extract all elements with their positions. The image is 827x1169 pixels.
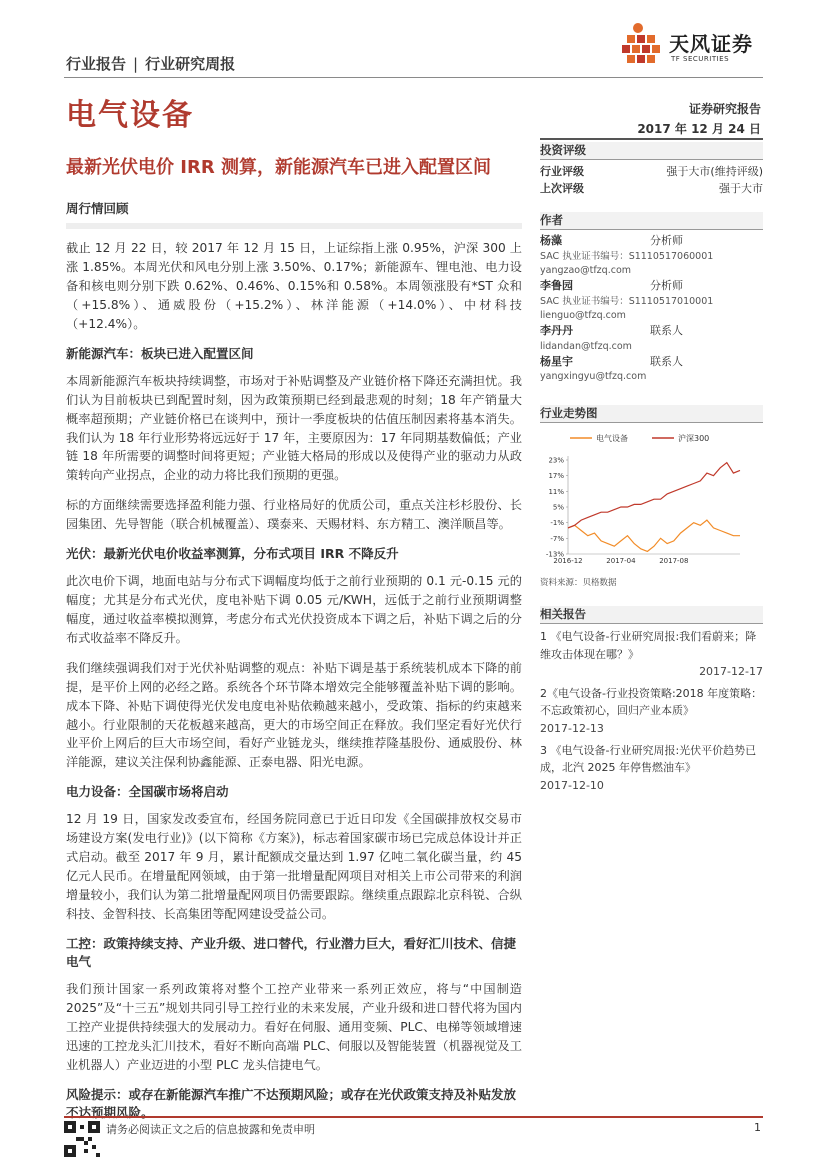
- author-name: 李鲁园: [540, 279, 573, 292]
- y-tick-label: 11%: [548, 487, 564, 496]
- author-role: 联系人: [650, 354, 683, 368]
- paragraph: 本周新能源汽车板块持续调整，市场对于补贴调整及产业链价格下降还充满担忧。我们认为目前板块已到配置时刻，因为政策预期已经到最悲观的时刻；18 年产销量大概率超预期；产业链价格已在谈判中，预计一季度板块的估值压制因素将基本消失。我们认为 18 年行业形势将远远好于 17 年，主要原因为：17 年同期基数偏低；产业链 18 年所需要的调整时间将更短；产业链大格局的形成以及使得产业的驱动力从政策转向产业拐点，企业的动力将比我们预期的更强。: [66, 373, 522, 483]
- related-report-text: 3 《电气设备-行业研究周报:光伏平价趋势已成，北汽 2025 年停售燃油车》: [540, 743, 757, 775]
- report-title: 最新光伏电价 IRR 测算，新能源汽车已进入配置区间: [66, 157, 491, 178]
- main-content: [66, 200, 522, 1131]
- section-weekly-review: [66, 200, 522, 334]
- related-report-date: 2017-12-17: [699, 665, 763, 679]
- rating-value: 强于大市: [719, 182, 763, 196]
- qr-code-icon: [64, 1121, 100, 1157]
- series-line: [568, 520, 740, 551]
- author-email[interactable]: yangzao@tfzq.com: [540, 264, 632, 276]
- chart-section-title: 行业走势图: [540, 405, 763, 423]
- author-entry: [540, 323, 763, 354]
- related-title: 相关报告: [540, 606, 763, 624]
- footer-divider: [64, 1116, 763, 1118]
- industry-trend-chart: [540, 420, 763, 580]
- legend-label: 电气设备: [596, 434, 628, 443]
- x-tick-label: 2016-12: [553, 557, 583, 565]
- y-tick-label: -13%: [545, 550, 564, 559]
- paragraph: 我们继续强调我们对于光伏补贴调整的观点：补贴下调是基于系统装机成本下降的前提，是平价上网的必经之路。系统各个环节降本增效完全能够覆盖补贴下调的影响。成本下降、补贴下调使得光伏发电度电补贴依赖越来越小，受政策、指标的约束越来越小。行业限制的天花板越来越高，更大的市场空间正在释放。我们坚定看好光伏行业平价上网后的巨大市场空间，看好产业链龙头，继续推荐隆基股份、通威股份、林洋能源，建议关注保利协鑫能源、正泰电器、阳光电源。: [66, 660, 522, 770]
- paragraph: 标的方面继续需要选择盈利能力强、行业格局好的优质公司，重点关注杉杉股份、长园集团、先导智能（联合机械覆盖）、璞泰来、天赐材料、东方精工、澳洋顺昌等。: [66, 498, 522, 532]
- paragraph: 截止 12 月 22 日，较 2017 年 12 月 15 日，上证综指上涨 0.95%，沪深 300 上涨 1.85%。本周光伏和风电分别上涨 3.50%、0.17%；新能源车、锂电池、电力设备和核电则分别下跌 0.62%、0.46%、0.15%和 0.58%。本周领涨股有*ST 众和（+15.8%）、通威股份（+15.2%）、林洋能源（+14.0%）、中材科技（+12.4%）。: [66, 241, 522, 331]
- section-power-equipment: [66, 783, 522, 924]
- author-email[interactable]: lidandan@tfzq.com: [540, 340, 632, 352]
- section-nev: [66, 345, 522, 534]
- risk-warning: 风险提示：或存在新能源汽车推广不达预期风险；或存在光伏政策支持及补贴发放不达预期风险。: [66, 1086, 517, 1120]
- rating-value: 强于大市(维持评级): [666, 165, 763, 178]
- author-role: 联系人: [650, 324, 683, 337]
- related-report-date: 2017-12-10: [540, 778, 604, 792]
- series-line: [568, 463, 740, 528]
- y-tick-label: 23%: [548, 456, 564, 465]
- sector-title: 电气设备: [66, 98, 194, 133]
- page-number: 1: [754, 1121, 761, 1134]
- x-tick-label: 2017-04: [606, 557, 636, 565]
- paragraph: 此次电价下调，地面电站与分布式下调幅度均低于之前行业预期的 0.1 元-0.15 元的幅度；尤其是分布式光伏，度电补贴下调 0.05 元/KWH，远低于之前行业预期调整幅度，通过收益率模拟测算，考虑分布式光伏投资成本下调之后，补贴下调之后的分布式收益率不降反升。: [66, 574, 522, 645]
- header-separator: |: [133, 55, 139, 73]
- related-report-item[interactable]: [540, 685, 763, 738]
- author-name: 杨藻: [540, 234, 562, 247]
- author-role: 分析师: [650, 279, 683, 292]
- report-date: 2017 年 12 月 24 日: [637, 122, 761, 136]
- y-tick-label: -1%: [550, 519, 564, 528]
- author-email[interactable]: lienguo@tfzq.com: [540, 309, 626, 321]
- related-report-text: 2《电气设备-行业投资策略:2018 年度策略：不忘政策初心，回归产业本质》: [540, 686, 763, 718]
- author-entry: [540, 354, 763, 385]
- y-tick-label: -7%: [550, 534, 564, 543]
- authors-panel: [540, 212, 763, 385]
- date-divider: [540, 138, 763, 140]
- chart-source: 资料来源：贝格数据: [540, 578, 617, 588]
- section-heading: 光伏：最新光伏电价收益率测算，分布式项目 IRR 不降反升: [66, 546, 399, 562]
- rating-key: 上次评级: [540, 182, 584, 196]
- author-entry: [540, 278, 763, 323]
- rating-panel: [540, 142, 763, 197]
- heading-band: [66, 223, 522, 229]
- related-report-text: 1 《电气设备-行业研究周报:我们看蔚来；降维攻击体现在哪？》: [540, 630, 757, 661]
- rating-row: [540, 180, 763, 197]
- report-type: 证券研究报告: [688, 102, 761, 116]
- paragraph: 12 月 19 日，国家发改委宣布，经国务院同意已于近日印发《全国碳排放权交易市场建设方案(发电行业)》(以下简称《方案》)，标志着国家碳市场已完成总体设计并正式启动。截至 2017 年 9 月，累计配额成交量达到 1.97 亿吨二氧化碳当量，约 45 亿元人民币。在增量配网领域，由于第一批增量配网项目对相关上市公司带来的利润增量较小，我们认为第二批增量配网项目仍需要跟踪。继续重点跟踪北京科锐、合纵科技、金智科技、长高集团等配网建设受益公司。: [66, 812, 522, 921]
- related-reports: [540, 606, 763, 794]
- related-report-date: 2017-12-13: [540, 721, 604, 735]
- related-report-item[interactable]: [540, 628, 763, 681]
- section-heading: 工控：政策持续支持、产业升级、进口替代，行业潜力巨大，看好汇川技术、信捷电气: [66, 935, 517, 969]
- paragraph: 我们预计国家一系列政策将对整个工控产业带来一系列正效应，将与“中国制造 2025”及“十三五”规划共同引导工控行业的未来发展，产业升级和进口替代将为国内工控产业提供持续强大的发展动力。看好在伺服、通用变频、PLC、电梯等领域增速迅速的工控龙头汇川技术，看好不断向高端 PLC、伺服以及智能装置（机器视觉及工业机器人）产业迈进的小型 PLC 龙头信捷电气。: [66, 982, 522, 1072]
- author-name: 杨星宇: [540, 354, 573, 368]
- author-role: 分析师: [650, 234, 683, 247]
- section-heading: 周行情回顾: [66, 201, 129, 216]
- trend-chart-svg: [540, 420, 763, 572]
- rating-row: [540, 163, 763, 180]
- section-heading: 新能源汽车：板块已进入配置区间: [66, 345, 254, 361]
- rating-title: 投资评级: [540, 142, 763, 160]
- section-pv: [66, 545, 522, 772]
- authors-title: 作者: [540, 212, 763, 230]
- author-cert: SAC 执业证书编号：S1110517010001: [540, 295, 714, 307]
- header-divider: [64, 77, 763, 78]
- y-tick-label: 17%: [548, 472, 564, 481]
- header-category: 行业报告: [66, 55, 127, 73]
- related-report-item[interactable]: [540, 742, 763, 795]
- rating-key: 行业评级: [540, 165, 584, 178]
- section-heading: 电力设备：全国碳市场将启动: [66, 784, 229, 800]
- legend-label: 沪深300: [678, 434, 710, 443]
- author-email[interactable]: yangxingyu@tfzq.com: [540, 371, 647, 383]
- x-tick-label: 2017-08: [659, 557, 689, 565]
- brand-name-en: TF SECURITIES: [671, 55, 730, 63]
- brand-name: 天风证券: [669, 32, 753, 56]
- author-entry: [540, 233, 763, 278]
- y-tick-label: 5%: [552, 503, 564, 512]
- header-subcategory: 行业研究周报: [145, 55, 236, 73]
- section-industrial-control: [66, 935, 522, 1075]
- author-name: 李丹丹: [540, 324, 573, 337]
- brand-logo: [613, 22, 763, 74]
- author-cert: SAC 执业证书编号：S1110517060001: [540, 250, 714, 262]
- logo-mark-icon: [613, 22, 669, 74]
- footer-disclaimer: 请务必阅读正文之后的信息披露和免责申明: [106, 1123, 315, 1136]
- header-breadcrumb: [66, 53, 235, 74]
